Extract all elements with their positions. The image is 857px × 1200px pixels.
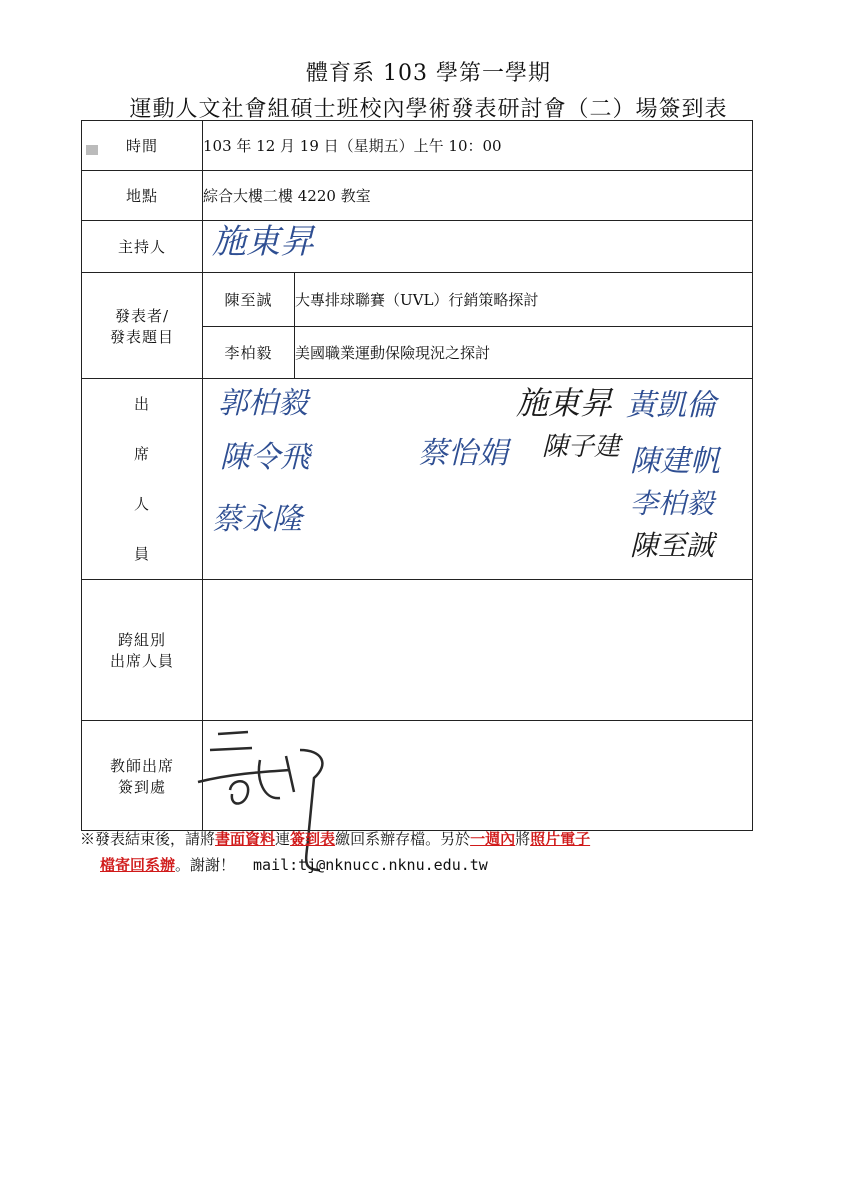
cross-group-cell	[203, 580, 753, 721]
time-row	[82, 121, 753, 171]
attendee-signature-5: 蔡怡娟	[418, 436, 508, 471]
note-red-one-week: 一週內	[470, 830, 516, 848]
attendee-signature-10: 蔡永隆	[212, 502, 302, 537]
cross-group-row	[82, 580, 753, 721]
footer-note	[80, 826, 770, 878]
place-row	[82, 171, 753, 221]
presenter-label-line-2: 發表題目	[109, 327, 174, 346]
attendees-label-char-1: 出	[133, 395, 150, 413]
presenter-topic-2: 美國職業運動保險現況之探討	[295, 327, 753, 379]
attendees-label	[82, 379, 203, 580]
presenter-label-line-1: 發表者/	[114, 306, 170, 325]
presenter-topic-1: 大專排球聯賽（UVL）行銷策略探討	[295, 273, 753, 327]
note-end: 。謝謝！	[175, 856, 236, 874]
title-line-1: 體育系 103 學第一學期	[306, 61, 551, 86]
attendee-signature-2: 黃凱倫	[626, 388, 716, 423]
note-mid-3: 將	[515, 830, 531, 848]
presenter-name-2: 李柏毅	[203, 327, 295, 379]
attendee-signature-9: 陳至誠	[630, 529, 715, 562]
presenter-row-1	[82, 273, 753, 327]
note-prefix: ※發表結束後，請將	[80, 830, 216, 848]
note-red-photo: 照片電子	[530, 830, 591, 848]
title-line-2: 運動人文社會組碩士班校內學術發表研討會（二）場簽到表	[129, 97, 728, 122]
attendees-label-char-4: 員	[133, 545, 150, 563]
attendee-signature-6: 陳子建	[542, 432, 621, 462]
note-mid-2: 繳回系辦存檔。另於	[335, 830, 471, 848]
presenter-label	[82, 273, 203, 379]
attendee-signature-7: 陳建帆	[630, 444, 720, 479]
time-value: 103 年 12 月 19 日（星期五）上午 10：00	[203, 121, 753, 171]
host-signature: 施東昇	[212, 222, 314, 262]
note-mail: mail:tj@nknucc.nknu.edu.tw	[253, 856, 488, 874]
teacher-label	[82, 721, 203, 831]
attendee-signature-4: 陳令飛	[220, 440, 310, 475]
cross-group-label-line-1: 跨組別	[117, 631, 166, 649]
cross-group-label	[82, 580, 203, 721]
place-label: 地點	[82, 171, 203, 221]
note-red-signin-sheet: 簽到表	[290, 830, 336, 848]
attendee-signature-8: 李柏毅	[630, 487, 715, 520]
teacher-label-line-1: 教師出席	[109, 756, 174, 775]
attendee-signature-1: 郭柏毅	[218, 386, 308, 421]
time-label: 時間	[82, 121, 203, 171]
attendees-label-char-3: 人	[133, 495, 150, 513]
attendee-signature-3: 施東昇	[516, 384, 613, 422]
attendees-label-char-2: 席	[133, 445, 150, 463]
teacher-label-line-2: 簽到處	[117, 777, 166, 796]
host-row	[82, 221, 753, 273]
note-mid-1: 連	[275, 830, 291, 848]
note-red-send-back: 檔寄回系辦	[100, 856, 176, 874]
host-label: 主持人	[82, 221, 203, 273]
place-value: 綜合大樓二樓 4220 教室	[203, 171, 753, 221]
teacher-row	[82, 721, 753, 831]
cross-group-label-line-2: 出席人員	[109, 652, 174, 670]
note-red-documents: 書面資料	[215, 830, 276, 848]
presenter-name-1: 陳至誠	[203, 273, 295, 327]
